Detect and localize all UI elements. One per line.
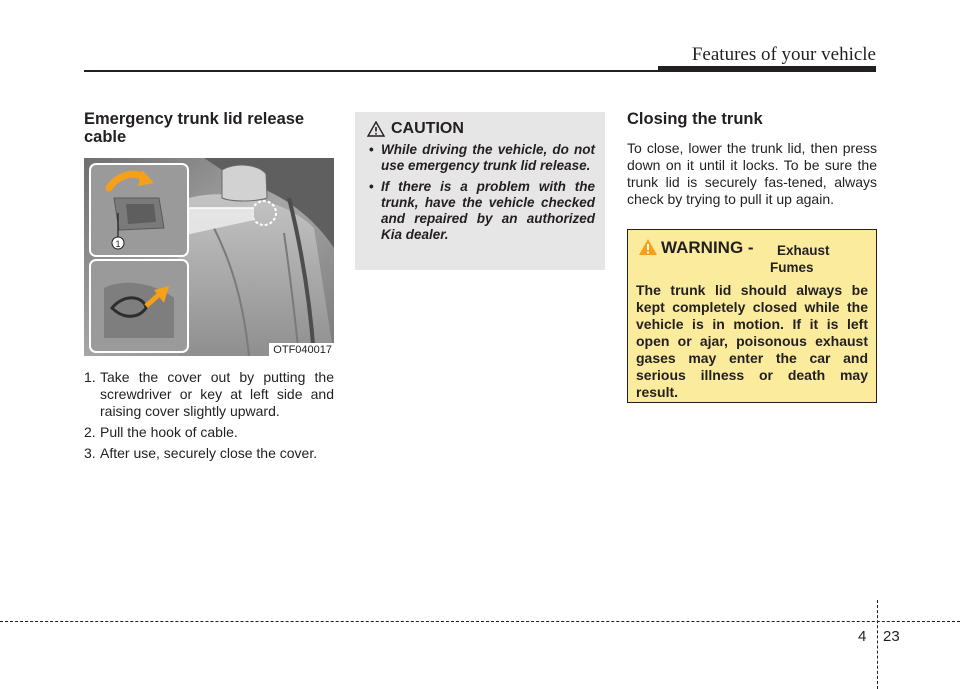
caution-list — [355, 142, 605, 243]
caution-title: CAUTION — [391, 120, 464, 137]
list-item — [369, 179, 595, 243]
list-item — [84, 424, 334, 441]
warning-box — [627, 229, 877, 403]
list-item — [84, 445, 334, 462]
step-text: After use, securely close the cover. — [100, 445, 318, 461]
section-heading: Emergency trunk lid release cable — [84, 110, 305, 146]
warning-subject: Fumes — [770, 260, 814, 275]
step-number: 3. — [84, 445, 96, 461]
step-text: Take the cover out by putting the screwdriver or key at left side and raising cover slightly upward. — [100, 369, 334, 419]
trunk-release-illustration — [84, 158, 334, 356]
closing-trunk-section — [627, 110, 877, 208]
callout-number: 1 — [115, 239, 121, 249]
step-number: 2. — [84, 424, 96, 440]
step-number: 1. — [84, 369, 96, 385]
caution-box — [355, 112, 605, 270]
page-number: 23 — [883, 628, 900, 645]
section-heading: Closing the trunk — [627, 110, 763, 128]
warning-header — [628, 230, 876, 276]
bullet: • — [369, 179, 374, 194]
bullet: • — [369, 142, 374, 157]
steps-list — [84, 369, 334, 462]
caution-text: While driving the vehicle, do not use emergency trunk lid release. — [381, 142, 595, 173]
warning-subject: Exhaust — [777, 243, 830, 258]
warning-text: The trunk lid should always be kept completely closed while the vehicle is in motion. If it is left open or ajar, poisonous exhaust gases may enter the car and serious illness or death may result. — [636, 282, 868, 400]
warning-triangle-icon — [638, 238, 658, 256]
list-item — [369, 142, 595, 174]
step-text: Pull the hook of cable. — [100, 424, 238, 440]
caution-triangle-icon — [367, 121, 385, 137]
header-rule-accent — [658, 66, 876, 72]
footer-divider — [877, 600, 878, 689]
footer-rule — [0, 621, 960, 622]
caution-text: If there is a problem with the trunk, have the vehicle checked and repaired by an authorized Kia dealer. — [381, 179, 595, 242]
emergency-release-section — [84, 110, 334, 466]
closing-paragraph: To close, lower the trunk lid, then press down on it until it locks. To be sure the trunk lid is securely fas-tened, always check by trying to pull it up again. — [627, 140, 877, 207]
figure-code: OTF040017 — [269, 343, 334, 356]
page-header-title: Features of your vehicle — [691, 44, 876, 65]
rear-seat-photo — [84, 158, 334, 356]
caution-header — [367, 120, 605, 138]
chapter-number: 4 — [858, 628, 867, 645]
list-item — [84, 369, 334, 420]
warning-title: WARNING - — [661, 238, 754, 257]
